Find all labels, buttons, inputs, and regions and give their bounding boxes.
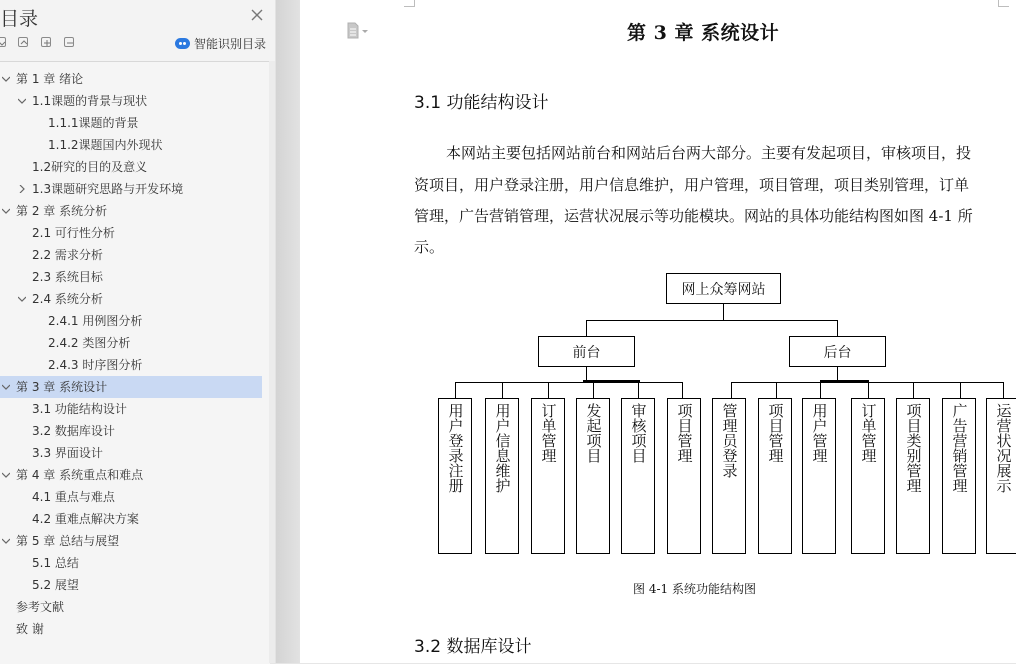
diagram-node-back: 后台 bbox=[789, 336, 886, 367]
diagram-leaf bbox=[758, 398, 792, 554]
chevron-down-icon[interactable] bbox=[18, 295, 26, 303]
connector-line bbox=[593, 382, 594, 398]
remove-heading-icon[interactable] bbox=[64, 37, 74, 47]
toc-item[interactable] bbox=[0, 68, 262, 90]
toc-item[interactable] bbox=[0, 508, 262, 530]
diagram-leaf bbox=[485, 398, 519, 554]
toc-item[interactable] bbox=[0, 464, 262, 486]
document-page[interactable] bbox=[300, 0, 1016, 663]
smart-recognize-icon bbox=[175, 38, 190, 49]
diagram-leaf bbox=[986, 398, 1016, 554]
toc-item[interactable] bbox=[0, 398, 262, 420]
toc-item-label: 1.1.1课题的背景 bbox=[48, 116, 139, 130]
diagram-leaf-label: 用户管理 bbox=[810, 403, 829, 463]
diagram-leaf-label: 用户信息维护 bbox=[493, 403, 512, 493]
connector-line bbox=[723, 304, 724, 320]
chevron-down-icon[interactable] bbox=[2, 383, 10, 391]
diagram-leaf bbox=[621, 398, 655, 554]
chevron-down-icon[interactable] bbox=[18, 97, 26, 105]
toc-item[interactable] bbox=[0, 112, 262, 134]
diagram-leaf-label: 广告营销管理 bbox=[950, 403, 969, 493]
toc-item[interactable] bbox=[0, 530, 262, 552]
toc-panel bbox=[0, 0, 276, 663]
chevron-right-icon[interactable] bbox=[18, 185, 26, 193]
toc-item-label: 3.2 数据库设计 bbox=[32, 424, 115, 438]
toc-item[interactable] bbox=[0, 90, 262, 112]
connector-line bbox=[913, 382, 914, 398]
diagram-leaf bbox=[531, 398, 565, 554]
toc-item-label: 1.1.2课题国内外现状 bbox=[48, 138, 163, 152]
connector-line bbox=[682, 382, 683, 398]
toc-item-label: 1.3课题研究思路与开发环境 bbox=[32, 182, 184, 196]
toc-item[interactable] bbox=[0, 420, 262, 442]
connector-line bbox=[868, 382, 869, 398]
toc-item[interactable] bbox=[0, 376, 262, 398]
toc-item-label: 第 3 章 系统设计 bbox=[16, 380, 108, 394]
page-corner-mark bbox=[404, 0, 415, 7]
connector-line bbox=[583, 380, 640, 382]
toc-item-label: 致 谢 bbox=[16, 622, 44, 636]
connector-line bbox=[731, 382, 1003, 383]
toc-item[interactable] bbox=[0, 618, 262, 640]
toc-item-label: 4.1 重点与难点 bbox=[32, 490, 115, 504]
connector-line bbox=[731, 382, 732, 398]
toc-item[interactable] bbox=[0, 244, 262, 266]
toc-item[interactable] bbox=[0, 266, 262, 288]
toc-item[interactable] bbox=[0, 288, 262, 310]
smart-toc-label: 智能识别目录 bbox=[194, 36, 267, 51]
section-heading: 3.1 功能结构设计 bbox=[414, 93, 549, 113]
chapter-title: 第 3 章 系统设计 bbox=[627, 22, 780, 44]
connector-line bbox=[837, 320, 838, 336]
connector-line bbox=[820, 380, 869, 382]
paragraph-line: 资项目，用户登录注册，用户信息维护，用户管理，项目管理，项目类别管理，订单 bbox=[414, 176, 970, 194]
paragraph-line: 本网站主要包括网站前台和网站后台两大部分。主要有发起项目，审核项目，投 bbox=[446, 144, 972, 162]
toc-item-label: 5.1 总结 bbox=[32, 556, 79, 570]
toc-item[interactable] bbox=[0, 200, 262, 222]
toc-item[interactable] bbox=[0, 222, 262, 244]
toc-item[interactable] bbox=[0, 486, 262, 508]
toc-item[interactable] bbox=[0, 596, 262, 618]
diagram-leaf-label: 管理员登录 bbox=[720, 403, 739, 478]
toc-item-label: 5.2 展望 bbox=[32, 578, 79, 592]
toc-item-label: 3.1 功能结构设计 bbox=[32, 402, 127, 416]
connector-line bbox=[960, 382, 961, 398]
expand-up-icon[interactable] bbox=[18, 37, 28, 47]
paragraph-line: 示。 bbox=[414, 238, 445, 256]
toc-item[interactable] bbox=[0, 134, 262, 156]
diagram-leaf bbox=[802, 398, 836, 554]
toc-item[interactable] bbox=[0, 552, 262, 574]
diagram-leaf-label: 审核项目 bbox=[629, 403, 648, 463]
diagram-leaf bbox=[712, 398, 746, 554]
toc-item-label: 2.4.1 用例图分析 bbox=[48, 314, 143, 328]
connector-line bbox=[455, 382, 682, 383]
toc-item-label: 3.3 界面设计 bbox=[32, 446, 103, 460]
toc-item-label: 2.3 系统目标 bbox=[32, 270, 103, 284]
toc-list bbox=[0, 61, 270, 664]
close-icon[interactable] bbox=[250, 7, 264, 21]
chevron-down-icon[interactable] bbox=[2, 537, 10, 545]
collapse-all-icon[interactable] bbox=[0, 37, 6, 47]
toc-item-label: 1.2研究的目的及意义 bbox=[32, 160, 148, 174]
toc-item[interactable] bbox=[0, 178, 262, 200]
toc-item-label: 第 4 章 系统重点和难点 bbox=[16, 468, 144, 482]
toc-item-label: 参考文献 bbox=[16, 600, 65, 614]
diagram-leaf-label: 发起项目 bbox=[584, 403, 603, 463]
connector-line bbox=[586, 320, 587, 336]
toc-item-label: 1.1课题的背景与现状 bbox=[32, 94, 148, 108]
chevron-down-icon[interactable] bbox=[2, 471, 10, 479]
diagram-node-front: 前台 bbox=[538, 336, 635, 367]
diagram-leaf bbox=[942, 398, 976, 554]
diagram-leaf bbox=[576, 398, 610, 554]
toc-item[interactable] bbox=[0, 574, 262, 596]
section-heading: 3.2 数据库设计 bbox=[414, 637, 532, 657]
connector-line bbox=[820, 382, 821, 398]
document-icon[interactable] bbox=[347, 22, 363, 40]
diagram-root-node: 网上众筹网站 bbox=[666, 273, 781, 304]
diagram-leaf-label: 项目管理 bbox=[675, 403, 694, 463]
add-heading-icon[interactable] bbox=[41, 37, 51, 47]
connector-line bbox=[502, 382, 503, 398]
paragraph-line: 管理，广告营销管理，运营状况展示等功能模块。网站的具体功能结构图如图 4-1 所 bbox=[414, 207, 973, 225]
connector-line bbox=[455, 382, 456, 398]
diagram-leaf-label: 项目类别管理 bbox=[904, 403, 923, 493]
diagram-leaf-label: 用户登录注册 bbox=[446, 403, 465, 493]
toc-item[interactable] bbox=[0, 442, 262, 464]
figure-caption: 图 4-1 系统功能结构图 bbox=[633, 582, 756, 596]
diagram-leaf-label: 运营状况展示 bbox=[994, 403, 1013, 493]
toc-item[interactable] bbox=[0, 310, 262, 332]
diagram-leaf-label: 订单管理 bbox=[539, 403, 558, 463]
toc-item-label: 2.4.3 时序图分析 bbox=[48, 358, 143, 372]
chevron-down-icon[interactable] bbox=[2, 207, 10, 215]
toc-item-label: 第 5 章 总结与展望 bbox=[16, 534, 120, 548]
toc-item-label: 2.4 系统分析 bbox=[32, 292, 103, 306]
toc-title: 目录 bbox=[0, 8, 39, 30]
connector-line bbox=[586, 320, 837, 321]
smart-toc-button[interactable] bbox=[175, 35, 266, 51]
toc-item-label: 第 2 章 系统分析 bbox=[16, 204, 108, 218]
connector-line bbox=[548, 382, 549, 398]
toc-item-label: 2.1 可行性分析 bbox=[32, 226, 115, 240]
diagram-leaf-label: 项目管理 bbox=[766, 403, 785, 463]
diagram-leaf bbox=[896, 398, 930, 554]
toc-item-label: 2.4.2 类图分析 bbox=[48, 336, 131, 350]
connector-line bbox=[638, 382, 639, 398]
diagram-leaf bbox=[438, 398, 472, 554]
diagram-leaf bbox=[851, 398, 885, 554]
toc-item[interactable] bbox=[0, 354, 262, 376]
toc-item-label: 4.2 重难点解决方案 bbox=[32, 512, 139, 526]
diagram-leaf-label: 订单管理 bbox=[859, 403, 878, 463]
chevron-down-icon[interactable] bbox=[2, 75, 10, 83]
diagram-leaf bbox=[667, 398, 701, 554]
toc-item[interactable] bbox=[0, 332, 262, 354]
toc-item-label: 2.2 需求分析 bbox=[32, 248, 103, 262]
toc-item-label: 第 1 章 绪论 bbox=[16, 72, 84, 86]
connector-line bbox=[1003, 382, 1004, 398]
page-shadow bbox=[276, 0, 302, 663]
connector-line bbox=[776, 382, 777, 398]
toc-item[interactable] bbox=[0, 156, 262, 178]
page-corner-mark bbox=[998, 0, 1009, 7]
